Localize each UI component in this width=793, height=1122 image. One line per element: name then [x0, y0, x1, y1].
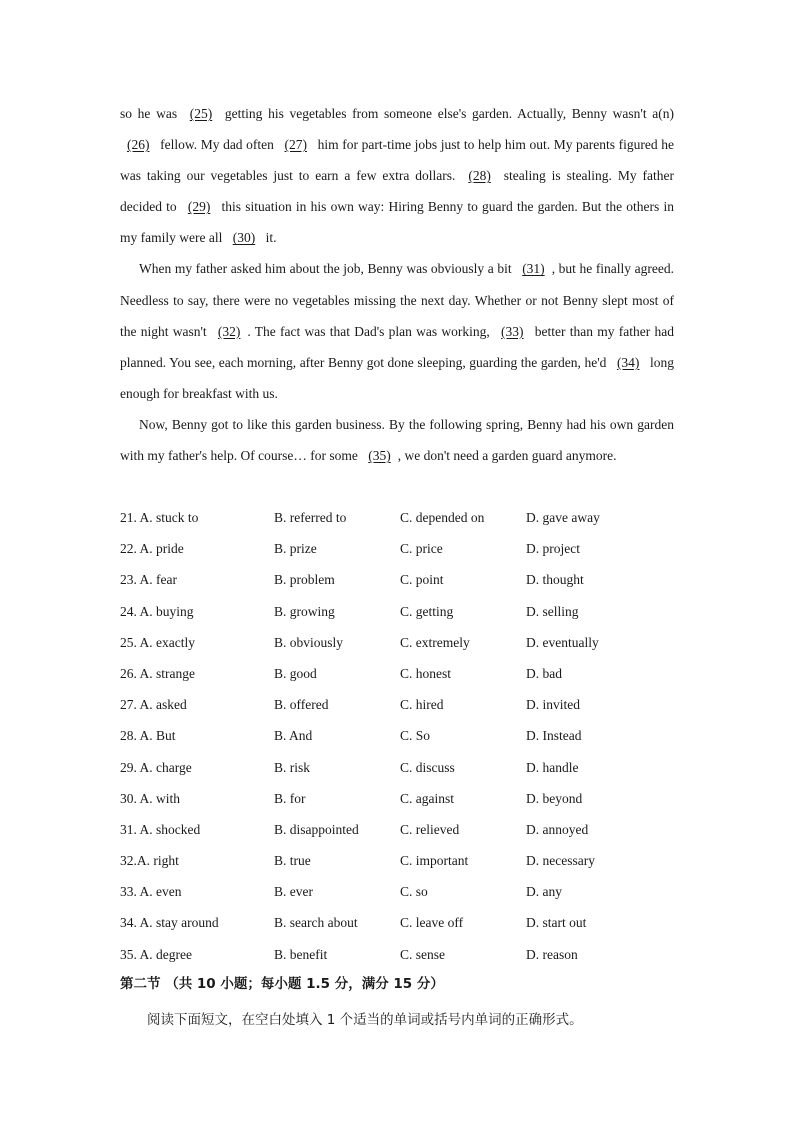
passage-text: long enough for breakfast with us. [120, 354, 674, 401]
option-a: 25. A. exactly [120, 634, 195, 650]
option-d: D. project [526, 541, 580, 557]
option-row [120, 845, 680, 876]
passage-text: . The fact was that Dad's plan was working, [247, 323, 495, 339]
option-row [120, 502, 680, 533]
cloze-passage [120, 98, 674, 471]
option-c: C. important [400, 853, 469, 869]
option-a: 32.A. right [120, 853, 179, 869]
option-d: D. eventually [526, 634, 599, 650]
option-c: C. getting [400, 603, 454, 619]
option-c: C. sense [400, 946, 445, 962]
option-row [120, 627, 680, 658]
option-b: B. risk [274, 759, 311, 775]
option-d: D. beyond [526, 790, 583, 806]
option-d: D. reason [526, 946, 578, 962]
option-d: D. invited [526, 697, 580, 713]
blank-number: (28) [468, 168, 491, 184]
option-c: C. depended on [400, 510, 485, 525]
option-a: 31. A. shocked [120, 821, 201, 837]
passage-paragraph [120, 253, 674, 408]
option-b: B. growing [274, 603, 335, 619]
option-c: C. discuss [400, 759, 455, 775]
option-d: D. thought [526, 572, 584, 588]
option-row [120, 907, 680, 938]
blank-number: (31) [522, 261, 545, 277]
option-d: D. handle [526, 759, 579, 775]
option-b: B. benefit [274, 946, 328, 962]
option-d: D. any [526, 884, 562, 900]
blank-number: (32) [217, 323, 241, 339]
option-a: 35. A. degree [120, 946, 192, 962]
passage-text: fellow. My dad often [156, 137, 278, 153]
option-row [120, 533, 680, 564]
option-b: B. ever [274, 884, 313, 900]
option-a: 29. A. charge [120, 759, 192, 775]
blank-number: (33) [501, 323, 524, 339]
option-c: C. price [400, 541, 443, 557]
option-d: D. necessary [526, 853, 595, 869]
option-c: C. against [400, 790, 454, 806]
option-row [120, 720, 680, 751]
option-b: B. search about [274, 915, 358, 931]
blank-number: (26) [127, 137, 150, 153]
option-d: D. Instead [526, 728, 582, 744]
option-c: C. extremely [400, 634, 470, 650]
option-b: B. problem [274, 572, 335, 588]
option-b: B. prize [274, 541, 317, 557]
option-row [120, 564, 680, 595]
section-instruction: 阅读下面短文，在空白处填入 1 个适当的单词或括号内单词的正确形式。 [147, 1012, 583, 1028]
passage-text: better than my father had planned. You see, each morning, after Benny got done sleeping, guarding the garden, he'd [120, 323, 674, 370]
option-a: 28. A. But [120, 728, 176, 744]
option-row [120, 596, 680, 627]
option-c: C. relieved [400, 821, 460, 837]
option-a: 23. A. fear [120, 572, 177, 588]
option-b: B. true [274, 853, 311, 869]
blank-number: (30) [232, 230, 256, 246]
option-row [120, 814, 680, 845]
passage-text: so he was [120, 106, 183, 121]
option-c: C. So [400, 728, 431, 744]
option-b: B. referred to [274, 510, 347, 525]
passage-text: , we don't need a garden guard anymore. [397, 448, 617, 464]
option-a: 22. A. pride [120, 541, 184, 557]
option-c: C. honest [400, 665, 452, 681]
option-row [120, 939, 680, 970]
passage-text: getting his vegetables from someone else's garden. Actually, Benny wasn't a(n) [219, 106, 674, 121]
option-d: D. selling [526, 603, 579, 619]
passage-text: Now, Benny got to like this garden business. By the following spring, Benny had his own garden with my father's help. Of course… for some [120, 416, 674, 464]
option-d: D. annoyed [526, 821, 589, 837]
option-b: B. good [274, 665, 317, 681]
blank-number: (35) [368, 448, 391, 464]
option-d: D. bad [526, 665, 562, 681]
passage-paragraph [120, 98, 674, 253]
option-a: 33. A. even [120, 884, 182, 900]
passage-text: him for part-time jobs just to help him out. My parents figured he was taking our vegetables just to earn a few extra dollars. [120, 137, 674, 184]
section-title: 第二节 （共 10 小题；每小题 1.5 分，满分 15 分） [120, 976, 444, 992]
option-b: B. for [274, 790, 306, 806]
option-a: 34. A. stay around [120, 915, 219, 931]
passage-text: When my father asked him about the job, Benny was obviously a bit [139, 261, 516, 277]
blank-number: (34) [616, 354, 640, 370]
option-b: B. offered [274, 697, 329, 713]
answer-options [120, 502, 680, 970]
option-a: 27. A. asked [120, 697, 187, 713]
passage-text: this situation in his own way: Hiring Benny to guard the garden. But the others in my family were all [120, 199, 674, 246]
blank-number: (29) [187, 199, 211, 215]
option-a: 26. A. strange [120, 665, 195, 681]
option-c: C. so [400, 884, 428, 900]
option-a: 30. A. with [120, 790, 181, 806]
option-c: C. leave off [400, 915, 464, 931]
option-d: D. gave away [526, 510, 600, 525]
option-row [120, 752, 680, 783]
passage-paragraph [120, 409, 674, 471]
option-b: B. obviously [274, 634, 344, 650]
option-a: 21. A. stuck to [120, 510, 199, 525]
option-d: D. start out [526, 915, 587, 931]
blank-number: (27) [284, 137, 308, 153]
option-c: C. hired [400, 697, 444, 713]
passage-text: , but he finally agreed. Needless to say, there were no vegetables missing the next day. Whether or not Benny slept most of the night wasn't [120, 261, 674, 339]
option-c: C. point [400, 572, 444, 588]
option-row [120, 876, 680, 907]
option-row [120, 658, 680, 689]
option-row [120, 689, 680, 720]
option-b: B. disappointed [274, 821, 359, 837]
option-row [120, 783, 680, 814]
option-b: B. And [274, 728, 313, 744]
blank-number: (25) [189, 106, 213, 121]
option-a: 24. A. buying [120, 603, 194, 619]
passage-text: stealing is stealing. My father decided to [120, 168, 674, 215]
passage-text: it. [262, 230, 277, 246]
